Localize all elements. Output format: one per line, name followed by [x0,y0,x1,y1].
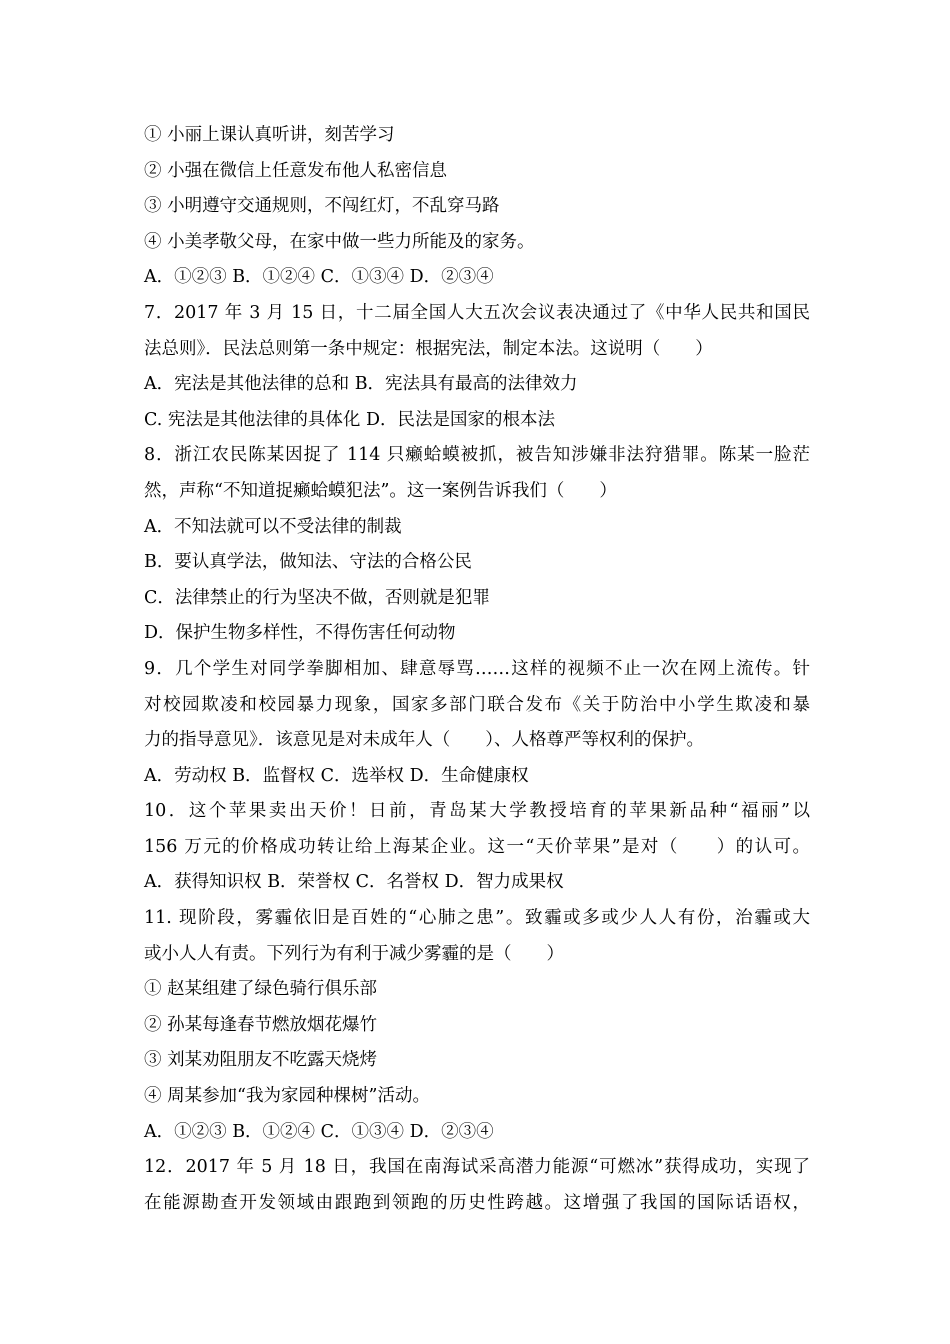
question-8-text: 8．浙江农民陈某因捉了 114 只癞蛤蟆被抓，被告知涉嫌非法狩猎罪。陈某一脸茫 [144,445,810,466]
option-item-1: ① 小丽上课认真听讲，刻苦学习 [144,125,395,145]
question-12-text-cont: 在能源勘查开发领域由跟跑到领跑的历史性跨越。这增强了我国的国际话语权， [144,1192,810,1213]
question-9-text: 9．几个学生对同学拳脚相加、肆意辱骂……这样的视频不止一次在网上流传。针 [144,658,810,679]
question-7-text-cont: 法总则》．民法总则第一条中规定：根据宪法，制定本法。这说明（ ） [144,338,713,359]
answer-choice-q8-a: A．不知法就可以不受法律的制裁 [144,516,402,537]
question-9-text-cont: 对校园欺凌和校园暴力现象，国家多部门联合发布《关于防治中小学生欺凌和暴 [144,694,810,715]
question-9-text-end: 力的指导意见》．该意见是对未成年人（ ）、人格尊严等权利的保护。 [144,730,704,751]
option-item-q11-1: ① 赵某组建了绿色骑行俱乐部 [144,979,378,1000]
answer-choices-q7-cd: C. 宪法是其他法律的具体化 D．民法是国家的根本法 [144,409,555,430]
option-item-3: ③ 小明遵守交通规则，不闯红灯，不乱穿马路 [144,196,500,217]
option-item-q11-3: ③ 刘某劝阻朋友不吃露天烧烤 [144,1050,378,1071]
answer-choices-q9: A．劳动权 B．监督权 C．选举权 D．生命健康权 [144,765,529,786]
question-11-text: 11. 现阶段，雾霾依旧是百姓的“心肺之患”。致霾或多或少人人有份，治霾或大 [144,908,810,929]
answer-choices-q10: A．获得知识权 B．荣誉权 C．名誉权 D．智力成果权 [144,872,564,893]
question-8-text-cont: 然，声称“不知道捉癞蛤蟆犯法”。这一案例告诉我们（ ） [144,480,617,501]
question-12-text: 12．2017 年 5 月 18 日，我国在南海试采高潜力能源“可燃冰”获得成功，实现了 [144,1157,810,1178]
question-10-text-cont: 156 万元的价格成功转让给上海某企业。这一“天价苹果”是对（ ）的认可。 [144,836,810,857]
question-11-text-cont: 或小人人有责。下列行为有利于减少雾霾的是（ ） [144,943,564,964]
option-item-q11-2: ② 孙某每逢春节燃放烟花爆竹 [144,1014,378,1035]
question-7-text: 7．2017 年 3 月 15 日，十二届全国人大五次会议表决通过了《中华人民共和国民 [144,302,810,323]
option-item-q11-4: ④ 周某参加“我为家园种棵树”活动。 [144,1086,430,1107]
question-10-text: 10．这个苹果卖出天价！日前，青岛某大学教授培育的苹果新品种“福丽”以 [144,801,810,822]
answer-choice-q8-b: B．要认真学法，做知法、守法的合格公民 [144,552,472,573]
exam-text-body [144,118,810,1221]
option-item-2: ② 小强在微信上任意发布他人私密信息 [144,160,448,181]
answer-choices-q7-ab: A．宪法是其他法律的总和 B．宪法具有最高的法律效力 [144,374,578,395]
answer-choice-q8-d: D．保护生物多样性，不得伤害任何动物 [144,623,456,644]
answer-choices-q11: A．①②③ B．①②④ C．①③④ D．②③④ [144,1121,494,1142]
option-item-4: ④ 小美孝敬父母，在家中做一些力所能及的家务。 [144,231,535,252]
answer-choices-q6: A．①②③ B．①②④ C．①③④ D．②③④ [144,267,494,288]
answer-choice-q8-c: C．法律禁止的行为坚决不做，否则就是犯罪 [144,587,490,608]
